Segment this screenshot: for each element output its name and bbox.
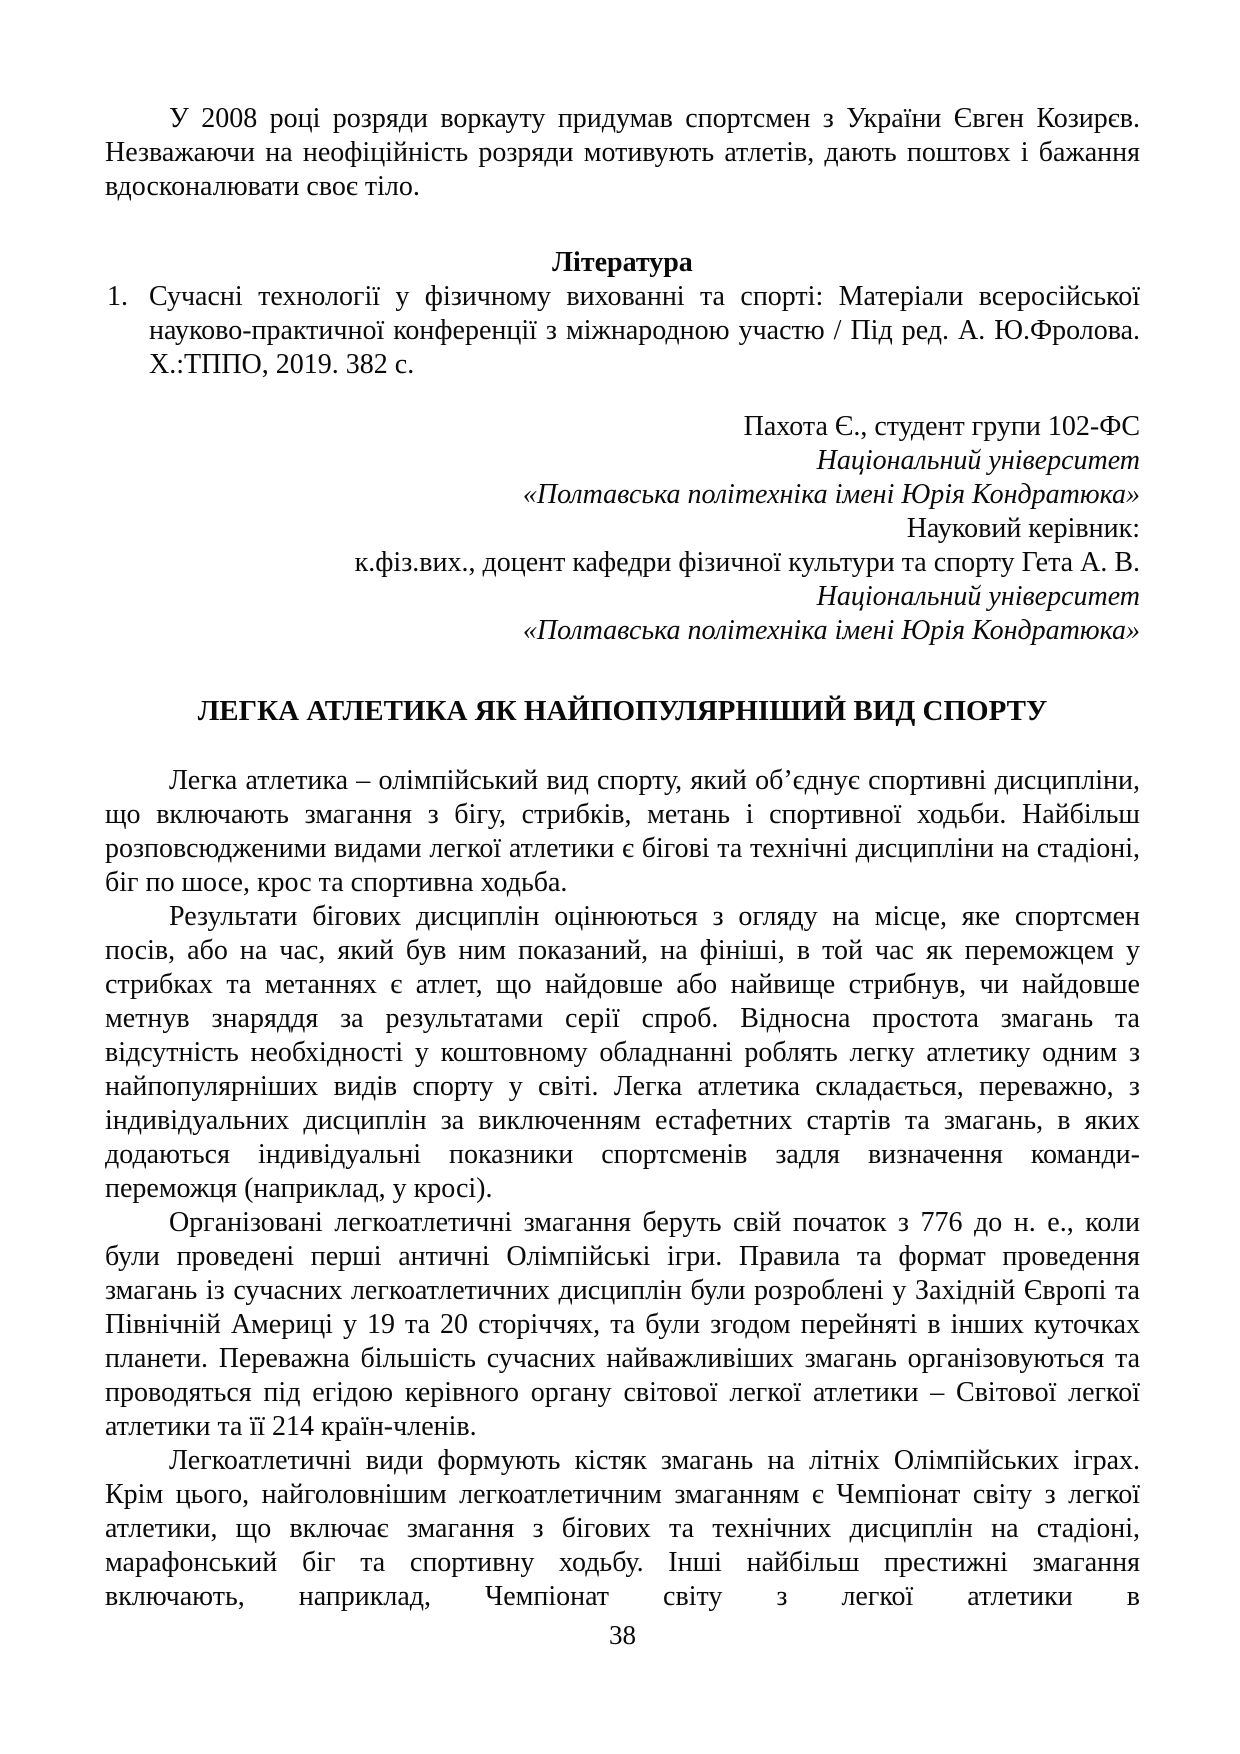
article-paragraph-3: Організовані легкоатлетичні змагання беруть свій початок з 776 до н. е., коли були проведені перші античні Олімпійські ігри. Правила та формат проведення змагань із сучасних легкоатлетичних дисциплін були розроблені у Західній Європі та Північній Америці у 19 та 20 сторіччях, та були згодом перейняті в інших куточках планети. Переважна більшість сучасних найважливіших змагань організовуються та проводяться під егідою керівного органу світової легкої атлетики – Світової легкої атлетики та її 214 країн-членів.: [105, 1207, 1140, 1442]
literature-item: [105, 280, 1140, 382]
literature-item-text: Сучасні технології у фізичному вихованні та спорті: Матеріали всеросійської науково-практичної конференції з міжнародною участю / Під ред. А. Ю.Фролова. Х.:ТППО, 2019. 382 с.: [149, 281, 1140, 380]
article-paragraph-2: Результати бігових дисциплін оцінюються з огляду на місце, яке спортсмен посів, або на час, який був ним показаний, на фініші, в той час як переможцем у стрибках та метаннях є атлет, що найдовше або найвище стрибнув, чи найдовше метнув знаряддя за результатами серії спроб. Відносна простота змагань та відсутність необхідності у коштовному обладнанні роблять легку атлетику одним з найпопулярніших видів спорту у світі. Легка атлетика складається, переважно, з індивідуальних дисциплін за виключенням естафетних стартів та змагань, в яких додаються індивідуальні показники спортсменів задля визначення команди-переможця (наприклад, у кросі).: [105, 901, 1140, 1204]
author-name-line: Пахота Є., студент групи 102-ФС: [743, 411, 1140, 442]
author-university-name-line: «Полтавська політехніка імені Юрія Кондратюка»: [522, 479, 1140, 510]
article-paragraph-4: Легкоатлетичні види формують кістяк змагань на літніх Олімпійських іграх. Крім цього, найголовнішим легкоатлетичним змаганням є Чемпіонат світу з легкої атлетики, що включає змагання з бігових та технічних дисциплін на стадіоні, марафонський біг та спортивну ходьбу. Інші найбільш престижні змагання включають, наприклад, Чемпіонат світу з легкої атлетики в: [105, 1445, 1140, 1612]
literature-heading: Література: [552, 247, 693, 278]
author-university-line: Національний університет: [816, 445, 1140, 476]
article-paragraph-1: Легка атлетика – олімпійський вид спорту, який об’єднує спортивні дисципліни, що включають змагання з бігу, стрибків, метань і спортивної ходьби. Найбільш розповсюдженими видами легкої атлетики є бігові та технічні дисципліни на стадіоні, біг по шосе, крос та спортивна ходьба.: [105, 765, 1140, 898]
page-number: 38: [609, 1620, 636, 1650]
advisor-label-line: Науковий керівник:: [906, 513, 1140, 544]
advisor-university-line: Національний університет: [816, 581, 1140, 612]
intro-paragraph: У 2008 році розряди воркауту придумав спортсмен з України Євген Козирєв. Незважаючи на неофіційність розряди мотивують атлетів, дають поштовх і бажання вдосконалювати своє тіло.: [105, 103, 1140, 202]
article-title: ЛЕГКА АТЛЕТИКА ЯК НАЙПОПУЛЯРНІШИЙ ВИД СПОРТУ: [197, 695, 1048, 727]
advisor-name-line: к.фіз.вих., доцент кафедри фізичної культури та спорту Гета А. В.: [354, 547, 1140, 578]
literature-item-number: 1.: [107, 281, 128, 312]
author-block: [105, 410, 1140, 648]
advisor-university-name-line: «Полтавська політехніка імені Юрія Кондратюка»: [522, 615, 1140, 646]
